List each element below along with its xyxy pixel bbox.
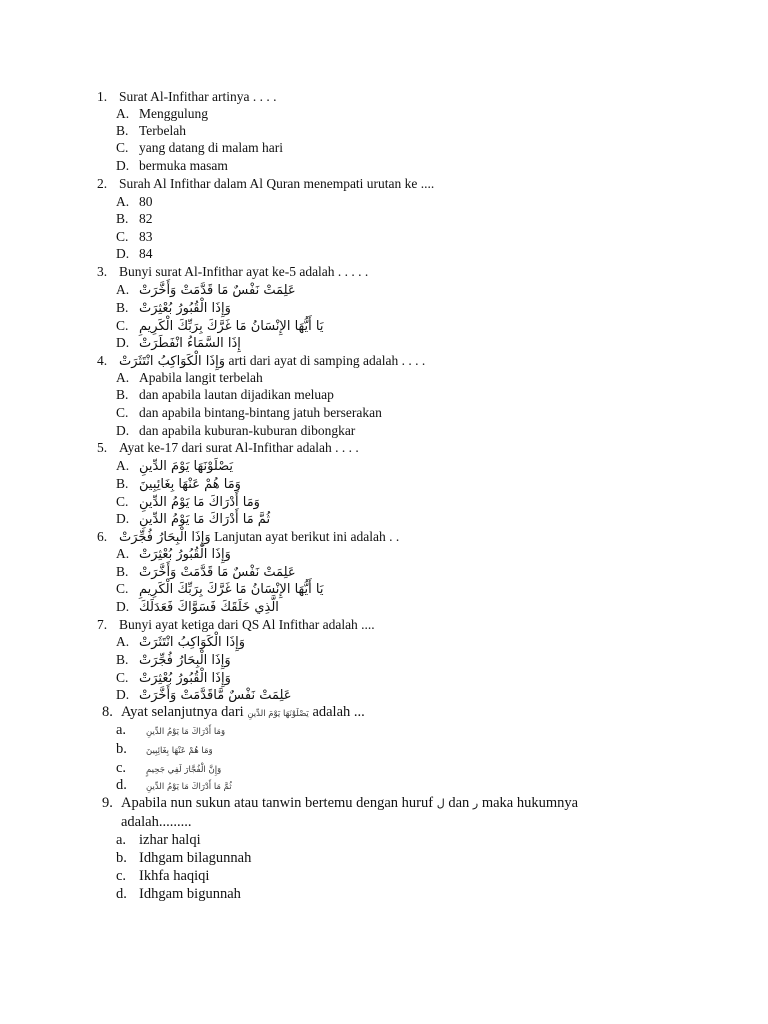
option-2d: [116, 245, 153, 262]
option-text: izhar halqi: [139, 832, 201, 848]
option-letter: b.: [116, 741, 127, 757]
option-letter: A.: [116, 634, 130, 649]
question-9-continuation: [121, 814, 191, 831]
option-2b: [116, 210, 153, 227]
option-letter: B.: [116, 211, 129, 226]
option-arabic-text: عَلِمَتْ نَفْسٌ مَا قَدَّمَتْ وَأَخَّرَتْ: [139, 283, 296, 298]
option-letter: B.: [116, 123, 129, 138]
option-8c: [116, 760, 221, 777]
option-9d: [116, 886, 241, 903]
option-3a: [116, 281, 296, 298]
option-1c: [116, 139, 283, 156]
question-text-line2: adalah.........: [121, 814, 192, 830]
option-arabic-text: وَمَا أَدْرَاكَ مَا يَوْمُ الدِّينِ: [146, 727, 226, 737]
option-9a: [116, 832, 201, 849]
question-text: arti dari ayat di samping adalah . . . .: [228, 353, 426, 368]
option-letter: C.: [116, 140, 129, 155]
option-text: 82: [139, 211, 153, 226]
option-1a: [116, 105, 208, 122]
option-7c: [116, 669, 231, 686]
option-letter: C.: [116, 494, 129, 509]
question-number: 7.: [97, 617, 108, 632]
option-text: 84: [139, 246, 153, 261]
option-arabic-text: يَصْلَوْنَهَا يَوْمَ الدِّينِ: [139, 459, 234, 474]
option-text: Terbelah: [139, 123, 187, 138]
option-arabic-text: وَإِنَّ الْفُجَّارَ لَفِي جَحِيمٍ: [146, 765, 222, 775]
option-1b: [116, 122, 186, 139]
question-number: 5.: [97, 440, 108, 455]
question-arabic-letter: ر: [472, 797, 479, 810]
question-text-before: Apabila nun sukun atau tanwin bertemu dengan huruf: [121, 795, 434, 811]
option-text: 83: [139, 229, 153, 244]
option-text: dan apabila bintang-bintang jatuh berserakan: [139, 405, 382, 420]
option-arabic-text: وَإِذَا الْقُبُورُ بُعْثِرَتْ: [139, 547, 231, 562]
option-letter: A.: [116, 546, 130, 561]
option-letter: D.: [116, 599, 130, 614]
question-number: 6.: [97, 529, 108, 544]
option-letter: B.: [116, 476, 129, 491]
option-arabic-text: وَإِذَا الْقُبُورُ بُعْثِرَتْ: [139, 301, 231, 316]
option-letter: B.: [116, 387, 129, 402]
question-number: 9.: [102, 795, 113, 811]
question-9: [102, 795, 578, 812]
option-letter: d.: [116, 886, 127, 902]
option-arabic-text: وَإِذَا الْكَوَاكِبُ انْتَثَرَتْ: [139, 635, 246, 650]
option-4d: [116, 422, 355, 439]
option-letter: D.: [116, 687, 130, 702]
option-text: 80: [139, 194, 153, 209]
option-8a: [116, 722, 225, 739]
question-arabic-verse: وَإِذَا الْبِحَارُ فُجِّرَتْ: [119, 530, 211, 545]
question-text: Surah Al Infithar dalam Al Quran menempati urutan ke ....: [119, 176, 435, 191]
option-3b: [116, 299, 231, 316]
option-letter: A.: [116, 106, 130, 121]
option-letter: D.: [116, 158, 130, 173]
question-arabic-verse: وَإِذَا الْكَوَاكِبُ انْتَثَرَتْ: [119, 354, 226, 369]
option-3d: [116, 334, 241, 351]
option-5c: [116, 493, 260, 510]
option-6d: [116, 598, 279, 615]
question-arabic-letter: ل: [436, 797, 445, 810]
option-text: yang datang di malam hari: [139, 140, 283, 155]
option-letter: D.: [116, 423, 130, 438]
option-text: Idhgam bigunnah: [139, 886, 241, 902]
option-arabic-text: ثُمَّ مَا أَدْرَاكَ مَا يَوْمُ الدِّينِ: [139, 512, 271, 527]
question-text-before: Ayat selanjutnya dari: [121, 704, 244, 720]
option-6c: [116, 580, 323, 597]
option-text: Ikhfa haqiqi: [139, 868, 210, 884]
option-5d: [116, 510, 270, 527]
option-text: bermuka masam: [139, 158, 228, 173]
question-3: [97, 263, 368, 280]
option-text: Idhgam bilagunnah: [139, 850, 252, 866]
option-arabic-text: عَلِمَتْ نَفْسٌ مَا قَدَّمَتْ وَأَخَّرَتْ: [139, 565, 296, 580]
option-letter: A.: [116, 282, 130, 297]
question-text-after: maka hukumnya: [481, 795, 579, 811]
question-8: [102, 704, 365, 721]
question-text-after: adalah ...: [312, 704, 365, 720]
option-1d: [116, 157, 228, 174]
question-6: [97, 528, 399, 545]
option-2c: [116, 228, 153, 245]
option-7b: [116, 651, 231, 668]
option-letter: D.: [116, 246, 130, 261]
option-letter: a.: [116, 832, 127, 848]
option-9c: [116, 868, 209, 885]
question-text: Ayat ke-17 dari surat Al-Infithar adalah . . . .: [119, 440, 359, 455]
question-text: Surat Al-Infithar artinya . . . .: [119, 89, 277, 104]
question-text: Lanjutan ayat berikut ini adalah . .: [214, 529, 400, 544]
option-2a: [116, 193, 153, 210]
question-number: 3.: [97, 264, 108, 279]
question-number: 1.: [97, 89, 108, 104]
question-arabic-verse: يَصْلَوْنَهَا يَوْمَ الدِّينِ: [247, 709, 309, 719]
option-5b: [116, 475, 241, 492]
option-3c: [116, 317, 323, 334]
option-arabic-text: وَمَا هُمْ عَنْهَا بِغَائِبِينَ: [139, 477, 241, 492]
option-arabic-text: وَمَا هُمْ عَنْهَا بِغَائِبِينَ: [146, 746, 213, 756]
option-letter: C.: [116, 405, 129, 420]
option-letter: D.: [116, 511, 130, 526]
option-8d: [116, 777, 232, 794]
question-4: [97, 352, 425, 369]
option-arabic-text: وَإِذَا الْقُبُورُ بُعْثِرَتْ: [139, 671, 231, 686]
option-arabic-text: عَلِمَتْ نَفْسٌ مَّاقَدَّمَتْ وَأَخَّرَتْ: [139, 688, 292, 703]
option-5a: [116, 457, 233, 474]
option-text: Menggulung: [139, 106, 208, 121]
option-letter: c.: [116, 760, 127, 776]
option-letter: D.: [116, 335, 130, 350]
question-number: 2.: [97, 176, 108, 191]
option-letter: c.: [116, 868, 127, 884]
question-2: [97, 175, 434, 192]
question-5: [97, 439, 359, 456]
option-letter: C.: [116, 229, 129, 244]
option-letter: A.: [116, 370, 130, 385]
option-letter: C.: [116, 581, 129, 596]
option-arabic-text: إِذَا السَّمَاءُ انْفَطَرَتْ: [139, 336, 241, 351]
question-text: Bunyi surat Al-Infithar ayat ke-5 adalah . . . . .: [119, 264, 369, 279]
option-4a: [116, 369, 263, 386]
question-1: [97, 88, 276, 105]
option-letter: a.: [116, 722, 127, 738]
option-letter: B.: [116, 300, 129, 315]
question-number: 4.: [97, 353, 108, 368]
option-letter: B.: [116, 564, 129, 579]
option-arabic-text: الَّذِي خَلَقَكَ فَسَوَّاكَ فَعَدَلَكَ: [139, 600, 279, 615]
option-arabic-text: وَإِذَا الْبِحَارُ فُجِّرَتْ: [139, 653, 231, 668]
option-letter: C.: [116, 318, 129, 333]
option-text: dan apabila lautan dijadikan meluap: [139, 387, 334, 402]
option-6a: [116, 545, 231, 562]
option-4b: [116, 386, 334, 403]
option-9b: [116, 850, 251, 867]
option-7a: [116, 633, 245, 650]
option-8b: [116, 741, 213, 758]
question-text: Bunyi ayat ketiga dari QS Al Infithar adalah ....: [119, 617, 375, 632]
option-7d: [116, 686, 292, 703]
question-text-mid: dan: [448, 795, 470, 811]
option-4c: [116, 404, 382, 421]
option-arabic-text: ثُمَّ مَا أَدْرَاكَ مَا يَوْمُ الدِّينِ: [146, 782, 232, 792]
option-letter: A.: [116, 458, 130, 473]
option-text: Apabila langit terbelah: [139, 370, 263, 385]
option-arabic-text: يَا أَيُّهَا الإِنْسَانُ مَا غَرَّكَ بِرَبِّكَ الْكَرِيمِ: [139, 582, 324, 597]
option-letter: B.: [116, 652, 129, 667]
option-letter: d.: [116, 777, 127, 793]
option-6b: [116, 563, 296, 580]
option-arabic-text: وَمَا أَدْرَاكَ مَا يَوْمُ الدِّينِ: [139, 495, 260, 510]
option-arabic-text: يَا أَيُّهَا الإِنْسَانُ مَا غَرَّكَ بِرَبِّكَ الْكَرِيمِ: [139, 319, 324, 334]
option-letter: b.: [116, 850, 127, 866]
question-number: 8.: [102, 704, 113, 720]
option-letter: C.: [116, 670, 129, 685]
option-letter: A.: [116, 194, 130, 209]
question-7: [97, 616, 375, 633]
option-text: dan apabila kuburan-kuburan dibongkar: [139, 423, 356, 438]
